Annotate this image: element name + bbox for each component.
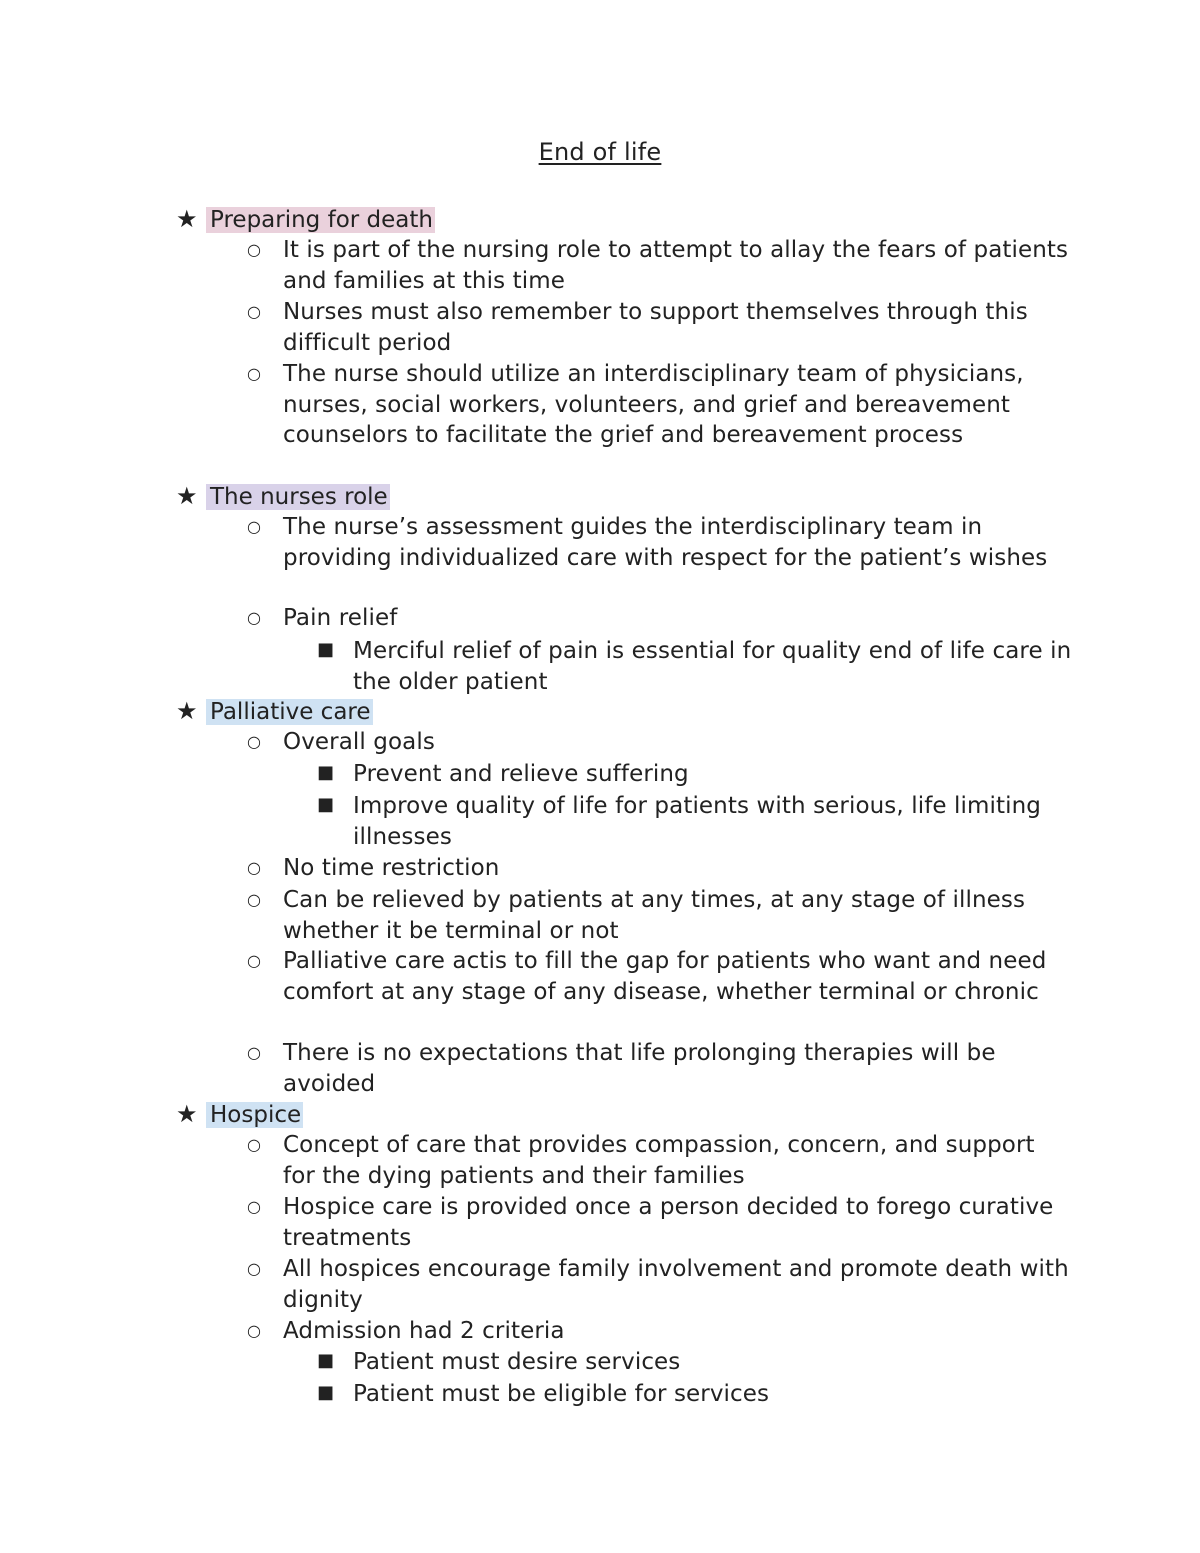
hollow-circle-bullet-icon: ○ xyxy=(247,364,262,383)
square-bullet-icon: ■ xyxy=(317,762,335,783)
list-item xyxy=(247,727,1073,758)
list-item-text: Overall goals xyxy=(283,729,435,755)
list-item-text: All hospices encourage family involvement and promote death with dignity xyxy=(283,1256,1069,1313)
star-icon: ★ xyxy=(176,697,198,725)
hollow-circle-bullet-icon: ○ xyxy=(247,1135,262,1154)
sub-list-item-text: Patient must desire services xyxy=(353,1349,681,1375)
section-heading-label: The nurses role xyxy=(206,484,390,510)
hollow-circle-bullet-icon: ○ xyxy=(247,302,262,321)
sub-list-item xyxy=(317,791,1073,852)
list-item-text: No time restriction xyxy=(283,855,500,881)
star-icon: ★ xyxy=(176,482,198,510)
hollow-circle-bullet-icon: ○ xyxy=(247,1197,262,1216)
list-item xyxy=(247,853,1073,884)
list-item-text: It is part of the nursing role to attempt to allay the fears of patients and families at this time xyxy=(283,237,1069,294)
section-heading-hospice xyxy=(176,1099,303,1129)
list-item xyxy=(247,297,1073,358)
star-icon: ★ xyxy=(176,205,198,233)
hollow-circle-bullet-icon: ○ xyxy=(247,732,262,751)
list-item-text: There is no expectations that life prolonging therapies will be avoided xyxy=(283,1040,996,1097)
section-heading-palliative-care xyxy=(176,696,373,726)
hollow-circle-bullet-icon: ○ xyxy=(247,890,262,909)
sub-list-item-text: Improve quality of life for patients with serious, life limiting illnesses xyxy=(353,793,1042,850)
list-item xyxy=(247,512,1073,573)
section-heading-label: Preparing for death xyxy=(206,207,435,233)
list-item-text: Concept of care that provides compassion, concern, and support for the dying patients and their families xyxy=(283,1132,1035,1189)
list-item-text: The nurse should utilize an interdisciplinary team of physicians, nurses, social workers, volunteers, and grief and bereavement counselors to facilitate the grief and bereavement process xyxy=(283,361,1024,448)
list-item xyxy=(247,1316,1073,1347)
sub-list-item xyxy=(317,636,1073,697)
page-title: End of life xyxy=(538,138,662,166)
list-item-text: Palliative care actis to fill the gap for patients who want and need comfort at any stage of any disease, whether terminal or chronic xyxy=(283,948,1047,1005)
list-item-text: Pain relief xyxy=(283,605,398,631)
square-bullet-icon: ■ xyxy=(317,1350,335,1371)
list-item xyxy=(247,1130,1073,1191)
square-bullet-icon: ■ xyxy=(317,1382,335,1403)
square-bullet-icon: ■ xyxy=(317,794,335,815)
hollow-circle-bullet-icon: ○ xyxy=(247,240,262,259)
sub-list-item-text: Merciful relief of pain is essential for quality end of life care in the older patient xyxy=(353,638,1072,695)
hollow-circle-bullet-icon: ○ xyxy=(247,517,262,536)
list-item-text: The nurse’s assessment guides the interdisciplinary team in providing individualized care with respect for the patient’s wishes xyxy=(283,514,1048,571)
list-item-text: Nurses must also remember to support themselves through this difficult period xyxy=(283,299,1028,356)
section-heading-the-nurses-role xyxy=(176,481,390,511)
list-item-text: Hospice care is provided once a person decided to forego curative treatments xyxy=(283,1194,1054,1251)
hollow-circle-bullet-icon: ○ xyxy=(247,608,262,627)
hollow-circle-bullet-icon: ○ xyxy=(247,1259,262,1278)
list-item-text: Admission had 2 criteria xyxy=(283,1318,565,1344)
star-icon: ★ xyxy=(176,1100,198,1128)
hollow-circle-bullet-icon: ○ xyxy=(247,951,262,970)
list-item-text: Can be relieved by patients at any times, at any stage of illness whether it be terminal or not xyxy=(283,887,1026,944)
list-item xyxy=(247,1038,1073,1099)
section-heading-label: Hospice xyxy=(206,1102,303,1128)
list-item xyxy=(247,946,1073,1007)
list-item xyxy=(247,1192,1073,1253)
sub-list-item xyxy=(317,1379,1073,1410)
hollow-circle-bullet-icon: ○ xyxy=(247,1321,262,1340)
sub-list-item xyxy=(317,759,1073,790)
list-item xyxy=(247,235,1073,296)
list-item xyxy=(247,885,1073,946)
section-heading-label: Palliative care xyxy=(206,699,373,725)
hollow-circle-bullet-icon: ○ xyxy=(247,858,262,877)
hollow-circle-bullet-icon: ○ xyxy=(247,1043,262,1062)
sub-list-item-text: Patient must be eligible for services xyxy=(353,1381,770,1407)
list-item xyxy=(247,359,1073,451)
sub-list-item xyxy=(317,1347,1073,1378)
square-bullet-icon: ■ xyxy=(317,639,335,660)
sub-list-item-text: Prevent and relieve suffering xyxy=(353,761,689,787)
list-item xyxy=(247,1254,1073,1315)
list-item xyxy=(247,603,1073,634)
section-heading-preparing-for-death xyxy=(176,204,435,234)
